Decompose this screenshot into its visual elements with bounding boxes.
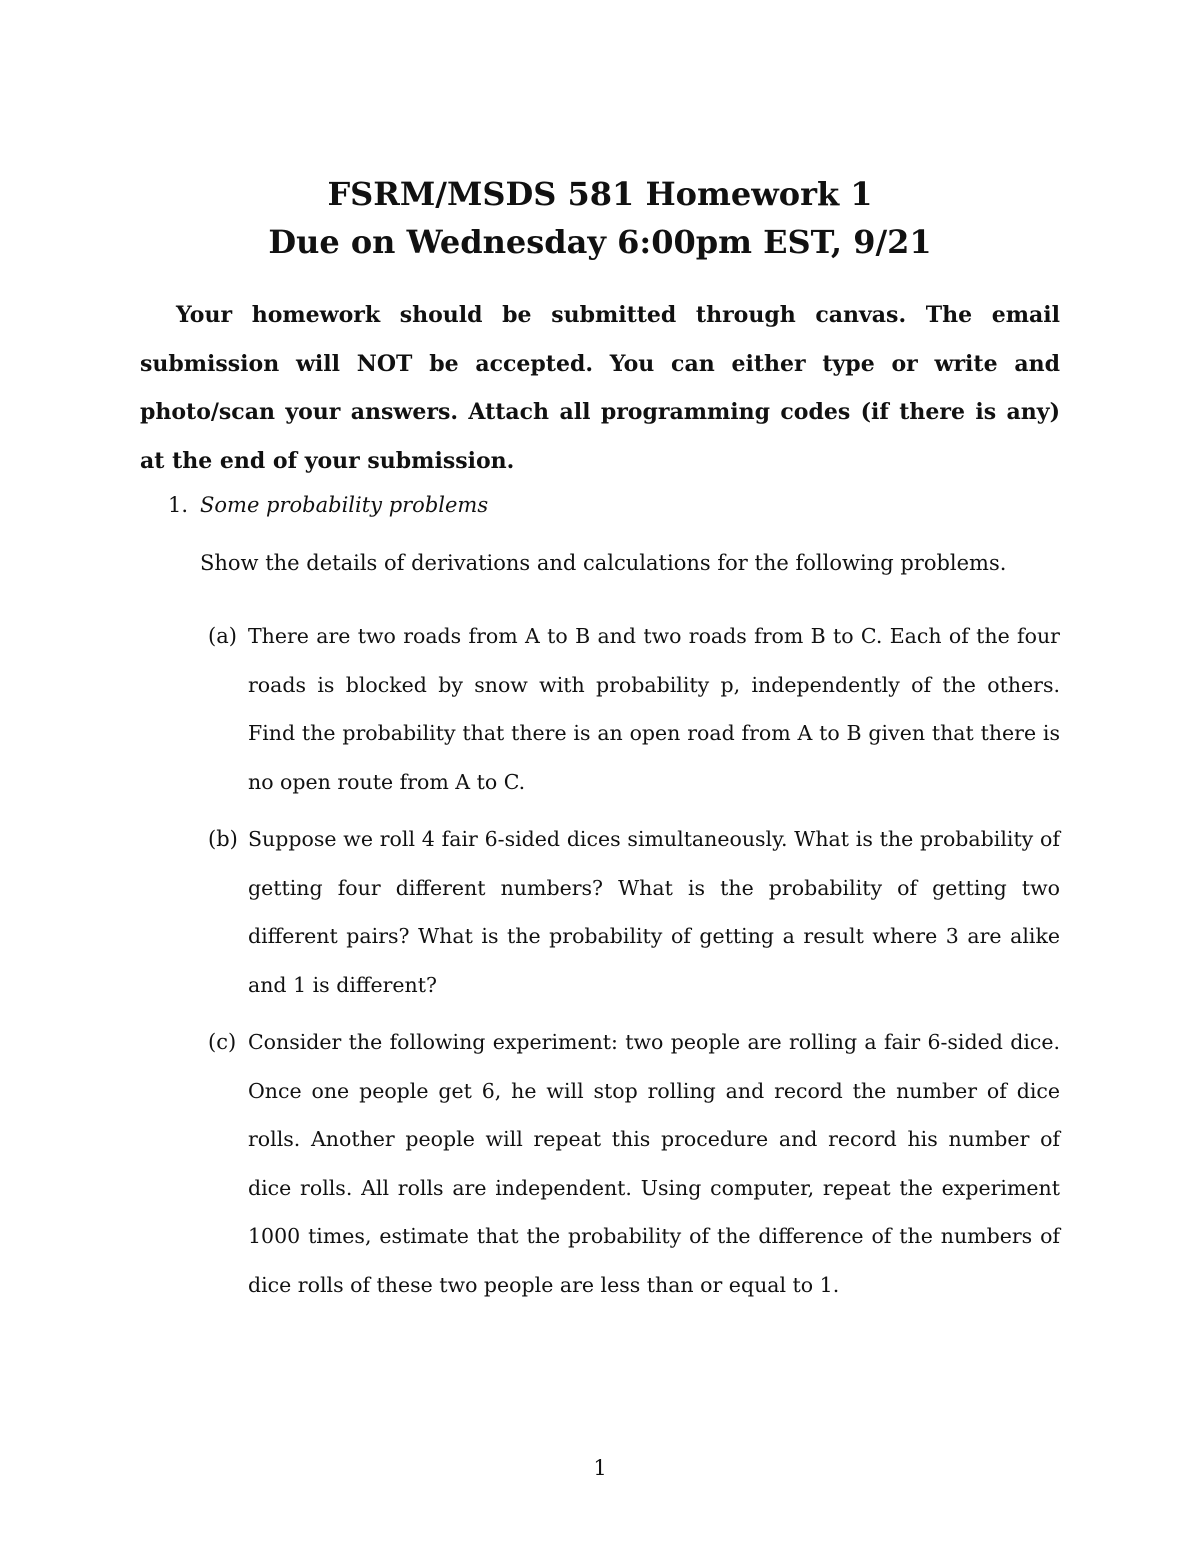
subproblem-label: (c): [208, 1030, 237, 1054]
problem-topic: Some probability problems: [200, 493, 489, 517]
title-line-1: FSRM/MSDS 581 Homework 1: [327, 175, 873, 213]
subproblem-text: Suppose we roll 4 fair 6-sided dices simultaneously. What is the probability of getting four different numbers? What is the probability of getting two different pairs? What is the probability of getting a result where 3 are alike and 1 is different?: [248, 827, 1060, 997]
subproblem-label: (b): [208, 827, 238, 851]
subproblem-text: Consider the following experiment: two people are rolling a fair 6-sided dice. Once one people get 6, he will stop rolling and record the number of dice rolls. Another people will repeat this procedure and record his number of dice rolls. All rolls are independent. Using computer, repeat the experiment 1000 times, estimate that the probability of the difference of the numbers of dice rolls of these two people are less than or equal to 1.: [248, 1030, 1060, 1297]
submission-instructions: Your homework should be submitted through canvas. The email submission will NOT be accepted. You can either type or write and photo/scan your answers. Attach all programming codes (if there is any) at the end of your submission.: [140, 302, 1060, 474]
subproblem-label: (a): [208, 624, 237, 648]
subproblem-text: There are two roads from A to B and two roads from B to C. Each of the four roads is blocked by snow with probability p, independently of the others. Find the probability that there is an open road from A to B given that there is no open route from A to C.: [248, 624, 1060, 794]
problem-number: 1.: [168, 493, 189, 517]
problem-instructions: Show the details of derivations and calculations for the following problems.: [200, 551, 1007, 575]
problem-heading: [168, 490, 488, 520]
document-title: [0, 170, 1200, 266]
title-line-2: Due on Wednesday 6:00pm EST, 9/21: [268, 223, 932, 261]
page-number: 1: [593, 1456, 607, 1480]
